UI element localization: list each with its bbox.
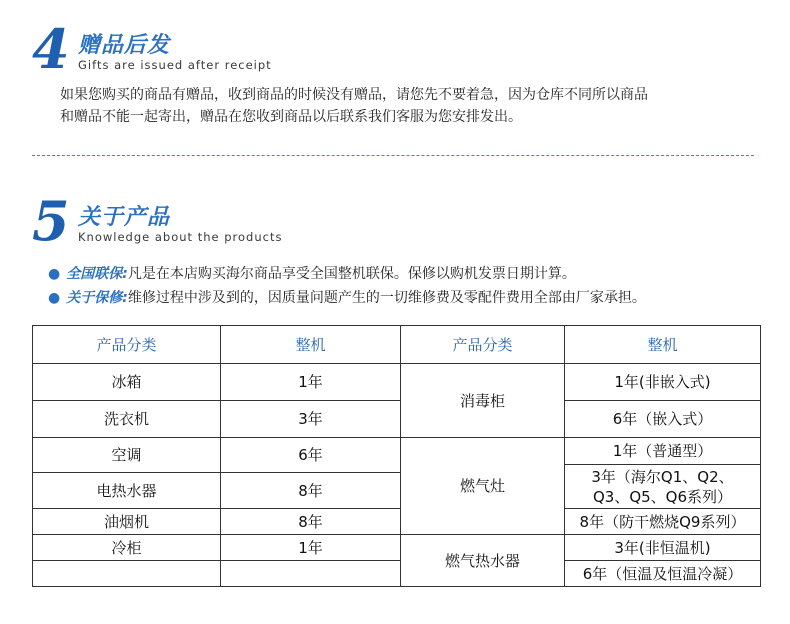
category-cell: 冰箱	[33, 364, 221, 401]
warranty-cell: 1年（普通型）	[565, 438, 761, 465]
category-cell: 冷柜	[33, 535, 221, 561]
bullet-text: 维修过程中涉及到的，因质量问题产生的一切维修费及零配件费用全部由厂家承担。	[127, 290, 646, 306]
table-row	[33, 401, 761, 438]
warranty-cell: 3年	[221, 401, 401, 438]
category-cell: 电热水器	[33, 473, 221, 509]
bullet-label: 全国联保:	[66, 266, 128, 282]
bullet-dot-icon: ●	[48, 266, 61, 282]
section-subtitle: Gifts are issued after receipt	[78, 58, 272, 72]
bullet-text: 凡是在本店购买海尔商品享受全国整机联保。保修以购机发票日期计算。	[127, 266, 576, 282]
warranty-cell: 1年	[221, 364, 401, 401]
section-subtitle: Knowledge about the products	[78, 230, 283, 244]
category-cell: 油烟机	[33, 509, 221, 535]
bullet-label: 关于保修:	[66, 290, 128, 306]
warranty-cell: 8年	[221, 509, 401, 535]
empty-cell	[33, 561, 221, 587]
section-5-header	[32, 189, 432, 254]
paragraph-line: 如果您购买的商品有赠品，收到商品的时候没有赠品，请您先不要着急，因为仓库不同所以商品	[60, 87, 648, 103]
header-warranty: 整机	[565, 326, 761, 364]
warranty-line: Q3、Q5、Q6系列）	[592, 487, 733, 506]
section-4-header	[32, 17, 432, 82]
category-cell: 消毒柜	[401, 364, 565, 438]
warranty-cell-multiline	[565, 465, 761, 509]
section-title: 赠品后发	[78, 33, 171, 58]
bullet-repair-policy	[48, 286, 768, 310]
section-number: 4	[32, 17, 70, 81]
warranty-cell: 3年(非恒温机)	[565, 535, 761, 561]
table-row	[33, 509, 761, 535]
warranty-cell: 6年（恒温及恒温冷凝）	[565, 561, 761, 587]
section-title: 关于产品	[78, 205, 171, 230]
header-warranty: 整机	[221, 326, 401, 364]
dashed-divider	[32, 155, 754, 156]
table-row	[33, 364, 761, 401]
header-category: 产品分类	[33, 326, 221, 364]
warranty-cell: 8年	[221, 473, 401, 509]
warranty-table	[32, 325, 761, 587]
bullet-nationwide-warranty	[48, 262, 768, 286]
warranty-bullets	[48, 262, 768, 310]
category-cell: 燃气热水器	[401, 535, 565, 587]
warranty-cell: 1年(非嵌入式)	[565, 364, 761, 401]
empty-cell	[221, 561, 401, 587]
section-number: 5	[32, 189, 70, 253]
table-row	[33, 535, 761, 561]
category-cell: 燃气灶	[401, 438, 565, 535]
warranty-cell: 8年（防干燃烧Q9系列）	[565, 509, 761, 535]
table-row	[33, 561, 761, 587]
bullet-dot-icon: ●	[48, 290, 61, 306]
warranty-cell: 1年	[221, 535, 401, 561]
header-category: 产品分类	[401, 326, 565, 364]
category-cell: 空调	[33, 438, 221, 473]
warranty-cell: 6年（嵌入式）	[565, 401, 761, 438]
table-header-row	[33, 326, 761, 364]
gift-notice-paragraph	[60, 84, 750, 128]
warranty-line: 3年（海尔Q1、Q2、	[591, 467, 734, 486]
warranty-cell: 6年	[221, 438, 401, 473]
category-cell: 洗衣机	[33, 401, 221, 438]
table-row	[33, 438, 761, 465]
paragraph-line: 和赠品不能一起寄出，赠品在您收到商品以后联系我们客服为您安排发出。	[60, 109, 522, 125]
